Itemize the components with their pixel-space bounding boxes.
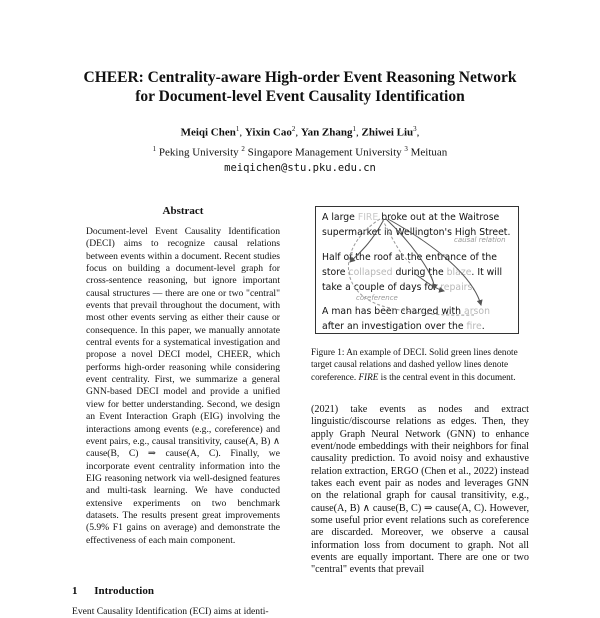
fig-text: Half of the roof at the entrance of the	[322, 252, 497, 263]
intro-text: Event Causality Identification (ECI) aims at identi-	[72, 606, 269, 617]
fig-text: store	[322, 267, 349, 278]
author-name: Yan Zhang	[300, 126, 353, 139]
author-block	[0, 121, 600, 176]
fig-text: .	[481, 321, 485, 332]
figure-sentence-3	[322, 304, 490, 334]
paper-title	[0, 68, 600, 106]
title-line-2: for Document-level Event Causality Identification	[135, 88, 465, 105]
author-aff: 1	[235, 125, 240, 133]
figure-1	[315, 206, 519, 334]
right-column-body	[311, 404, 529, 577]
author-aff: 2	[291, 125, 296, 133]
event-fire-lower: fire	[466, 321, 482, 332]
author-aff: 3	[413, 125, 417, 133]
fig-text: . It will	[471, 267, 503, 278]
event-fire: FIRE	[357, 212, 379, 223]
author-aff: 1	[352, 125, 357, 133]
fig-text: take a couple of days for	[322, 282, 441, 293]
fig-text: A large	[322, 212, 358, 223]
fig-text: after an investigation over the	[322, 321, 467, 332]
event-blaze: blaze	[446, 267, 472, 278]
abstract-heading: Abstract	[162, 205, 204, 217]
affiliation: Singapore Management University	[247, 146, 402, 159]
aff-num: 3	[404, 144, 408, 153]
fig-text: during the	[392, 267, 447, 278]
caption-text: An example of DECI. Solid green lines denote target causal relations and dashed yellow lines denote coreference.	[311, 347, 518, 382]
fig-text: supermarket in Wellington's High Street.	[322, 227, 511, 238]
caption-label: Figure 1:	[311, 347, 345, 357]
author-name: Meiqi Chen	[180, 126, 236, 139]
title-line-1: CHEER: Centrality-aware High-order Event Reasoning Network	[83, 69, 517, 86]
author-email[interactable]: meiqichen@stu.pku.edu.cn	[224, 162, 376, 175]
abstract-body	[86, 226, 280, 547]
figure-caption	[311, 346, 529, 383]
author-name: Yixin Cao	[244, 126, 292, 139]
causal-relation-label: causal relation	[454, 236, 506, 244]
abstract-text: Document-level Event Causality Identification (DECI) aims to recognize causal relations between events within a document. Recent studies focus on building a document-level graph for cross-sentence reasoning, but ignore important causal structures — there are one or two "central" events that prevail throughout the document, with most other events serving as either their cause or consequence. In this paper, we manually annotate central events for a systematical investigation and propose a novel DECI model, CHEER, which performs high-order reasoning while considering event centrality. First, we summarize a general GNN-based DECI model and provide a unified view for better understanding. Second, we design an Event Interaction Graph (EIG) involving the interactions among events (e.g., coreference) and event pairs, e.g., causal transitivity, cause(A, B) ∧ cause(B, C) ⇒ cause(A, C). Finally, we incorporate event centrality information into the EIG reasoning network via well-designed features and multi-task learning. We have conducted extensive experiments on two benchmark datasets. The results present great improvements (5.9% F1 gains on average) and demonstrate the effectiveness of each main component.	[86, 226, 280, 546]
caption-text-end: is the central event in this document.	[380, 371, 516, 382]
event-arson: arson	[464, 306, 490, 317]
fig-text: .	[472, 282, 476, 293]
aff-num: 1	[152, 144, 157, 153]
fig-text: A man has been charged with	[322, 306, 465, 317]
affiliation-list	[0, 141, 600, 161]
aff-num: 2	[241, 144, 245, 153]
coreference-label: coreference	[356, 294, 398, 302]
affiliation: Peking University	[158, 146, 239, 159]
section-title: Introduction	[94, 585, 154, 597]
event-collapsed: collapsed	[348, 267, 393, 278]
affiliation: Meituan	[410, 146, 448, 159]
right-body-text: (2021) take events as nodes and extract linguistic/discourse relations as edges. Then, they apply Graph Neural Network (GNN) to enhance event/node embeddings with their neighbors for final causality prediction. To avoid noisy and exhaustive relation extraction, ERGO (Chen et al., 2022) instead takes each event pair as nodes and leverages GNN on the relational graph for causal transitivity, e.g., cause(A, B) ∧ cause(B, C) ⇒ cause(A, C). However, some useful prior event relations such as coreference are discarded. Moreover, we observe a causal information loss from document to graph. Not all events are equally important. There are one or two "central" events that prevail	[311, 404, 529, 576]
figure-sentence-2	[322, 250, 502, 295]
author-list: Meiqi Chen$^1$, Yixin Cao$^2$, Yan Zhang$^1$, Zhiwei Liu$^3$,	[180, 125, 420, 139]
author-name: Zhiwei Liu	[361, 126, 414, 139]
fig-text: broke out at the Waitrose	[378, 212, 500, 223]
section-heading	[72, 585, 154, 597]
caption-fire: FIRE	[358, 371, 379, 382]
event-repairs: repairs	[440, 282, 473, 293]
section-number: 1	[72, 585, 78, 597]
